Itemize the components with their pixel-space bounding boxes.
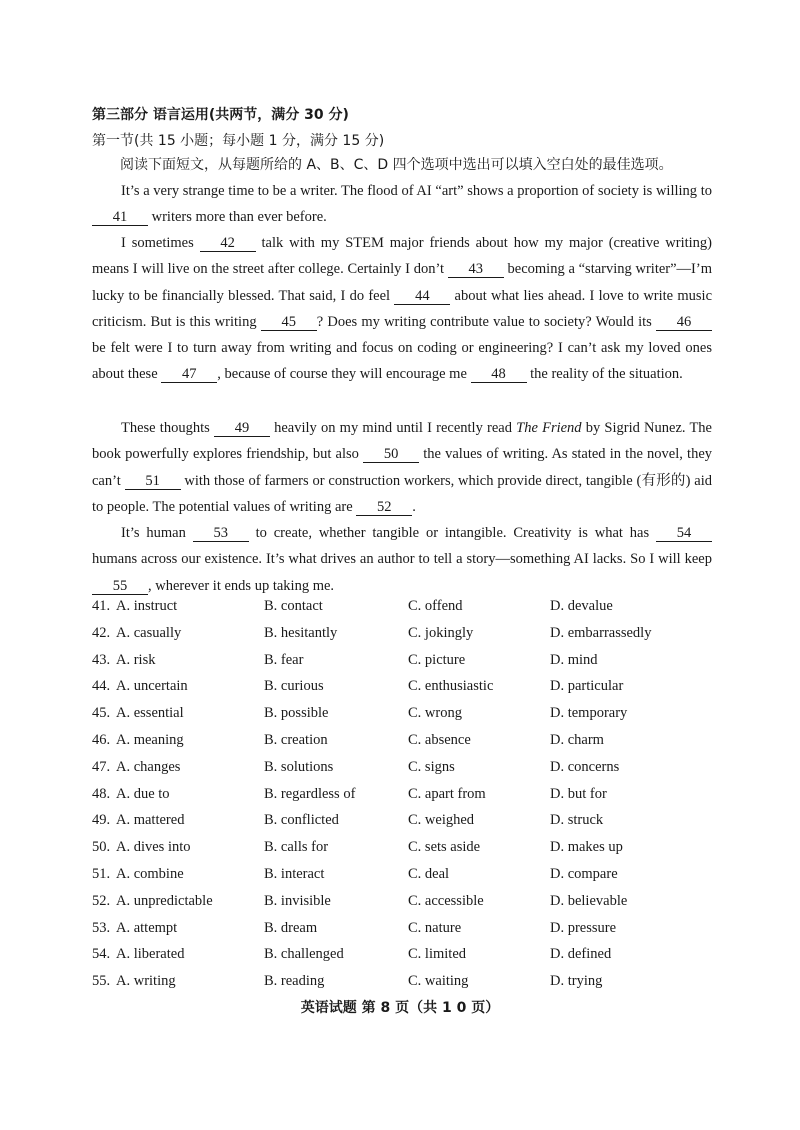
option-a: A. due to [116,785,170,802]
passage-text: heavily on my mind until I recently read [269,420,517,436]
option-b: B. challenged [264,946,344,963]
option-a: A. casually [116,624,182,641]
option-d: D. but for [550,785,607,802]
passage-text: the reality of the situation. [526,366,683,383]
option-d: D. charm [550,731,604,748]
passage-text: the values of writing. As stated in the novel, they can’t [92,446,713,489]
option-a: A. mattered [116,812,185,829]
section-subtitle: 第一节(共 15 小题；每小题 1 分，满分 15 分) [92,133,385,149]
question-number: 50. [92,839,111,856]
option-c: C. jokingly [408,624,474,641]
option-b: B. curious [264,678,324,695]
option-row-48 [92,786,732,813]
passage-text: It’s a very strange time to be a writer. The flood of AI “art” shows a proportion of society is willing to [121,183,712,199]
passage-text: , wherever it ends up taking me. [148,577,335,594]
option-b: B. calls for [264,839,329,856]
question-number: 44. [92,678,111,695]
question-number: 46. [92,731,111,748]
question-number: 52. [92,892,111,909]
option-row-49 [92,812,732,839]
option-b: B. interact [264,865,325,882]
question-number: 53. [92,919,111,936]
blank-42: 42 [200,235,256,252]
option-row-45 [92,705,732,732]
blank-44: 44 [394,288,450,305]
option-d: D. makes up [550,839,623,856]
option-b: B. dream [264,919,318,936]
blank-50: 50 [363,446,419,463]
option-c: C. waiting [408,973,469,990]
blank-46: 46 [656,314,712,331]
option-b: B. invisible [264,892,331,909]
option-c: C. weighed [408,812,475,829]
option-row-54 [92,946,732,973]
passage-text: talk with my STEM major friends about how my major (creative writing) means I will live on the street after college. Certainly I don’t [92,235,712,278]
option-a: A. uncertain [116,678,188,695]
passage-text: becoming a “starving writer”—I’m lucky to be financially blessed. That said, I do feel [92,261,712,304]
question-number: 45. [92,705,111,722]
option-row-50 [92,839,732,866]
question-number: 47. [92,758,111,775]
passage-text: humans across our existence. It’s what drives an author to tell a story—something AI lacks. So I will keep [92,551,712,568]
blank-51: 51 [125,473,181,490]
option-c: C. deal [408,865,450,882]
option-row-46 [92,732,732,759]
option-b: B. conflicted [264,812,339,829]
option-a: A. writing [116,973,176,990]
option-c: C. absence [408,731,471,748]
passage-paragraph-4 [92,520,712,599]
blank-54: 54 [656,525,712,542]
option-d: D. concerns [550,758,620,775]
option-c: C. picture [408,651,466,668]
option-d: D. defined [550,946,612,963]
option-a: A. dives into [116,839,191,856]
blank-48: 48 [471,366,527,383]
question-number: 49. [92,812,111,829]
option-row-41 [92,598,732,625]
option-d: D. believable [550,892,628,909]
option-d: D. temporary [550,705,628,722]
passage-text: to create, whether tangible or intangible. Creativity is what has [248,525,656,541]
option-b: B. reading [264,973,325,990]
option-d: D. pressure [550,919,617,936]
option-b: B. solutions [264,758,334,775]
option-row-44 [92,678,732,705]
page-footer: 英语试题 第 8 页（共 1 0 页） [300,1000,500,1016]
passage-text: These thoughts [121,420,214,436]
option-a: A. risk [116,651,156,668]
blank-45: 45 [261,314,317,331]
option-c: C. wrong [408,705,462,722]
option-b: B. regardless of [264,785,356,802]
option-c: C. enthusiastic [408,678,494,695]
option-row-51 [92,866,732,893]
option-d: D. mind [550,651,598,668]
option-a: A. attempt [116,919,178,936]
question-number: 43. [92,651,111,668]
passage-paragraph-2 [92,230,712,388]
option-row-52 [92,893,732,920]
passage-text: by Sigrid Nunez. The book powerfully explores friendship, but also [92,420,712,463]
option-d: D. compare [550,865,618,882]
option-c: C. signs [408,758,455,775]
option-row-47 [92,759,732,786]
option-a: A. essential [116,705,184,722]
option-c: C. apart from [408,785,486,802]
passage-text: It’s human [121,525,193,541]
option-a: A. instruct [116,598,178,614]
option-b: B. hesitantly [264,624,338,641]
blank-41: 41 [92,209,148,226]
question-number: 48. [92,785,111,802]
blank-52: 52 [356,499,412,516]
question-number: 55. [92,973,111,990]
option-row-43 [92,652,732,679]
option-d: D. particular [550,678,624,695]
option-c: C. sets aside [408,839,481,856]
option-row-53 [92,920,732,947]
option-b: B. fear [264,651,304,668]
passage-text: be felt were I to turn away from writing and focus on coding or engineering? I can’t ask my loved ones about these [92,340,712,383]
option-d: D. embarrassedly [550,624,652,641]
option-b: B. possible [264,705,329,722]
blank-55: 55 [92,578,148,595]
options-list [92,598,732,1000]
passage-paragraph-1 [92,178,712,231]
section-title: 第三部分 语言运用(共两节，满分 30 分) [92,107,349,123]
book-title: The Friend [516,420,582,436]
blank-49: 49 [214,420,270,437]
passage-text: writers more than ever before. [148,209,327,226]
option-b: B. creation [264,731,328,748]
option-a: A. changes [116,758,181,775]
option-a: A. combine [116,865,184,882]
passage-paragraph-3 [92,415,712,520]
question-number: 51. [92,865,111,882]
option-d: D. trying [550,973,603,990]
option-row-55 [92,973,732,1000]
blank-43: 43 [448,261,504,278]
option-row-42 [92,625,732,652]
option-a: A. meaning [116,731,184,748]
passage-text: I sometimes [121,235,200,251]
instruction-text: 阅读下面短文，从每题所给的 A、B、C、D 四个选项中选出可以填入空白处的最佳选项。 [120,157,673,173]
option-a: A. unpredictable [116,892,213,909]
passage-text: ? Does my writing contribute value to society? Would its [316,313,656,330]
option-b: B. contact [264,598,323,614]
passage-text: . [412,498,416,515]
question-number: 41. [92,598,111,614]
option-d: D. devalue [550,598,613,614]
passage-text: , because of course they will encourage me [217,366,471,383]
option-d: D. struck [550,812,604,829]
option-c: C. nature [408,919,462,936]
blank-53: 53 [193,525,249,542]
option-a: A. liberated [116,946,185,963]
passage-text: with those of farmers or construction workers, which provide direct, tangible (有形的) aid to people. The potential values of writing are [92,472,713,515]
blank-47: 47 [161,366,217,383]
question-number: 42. [92,624,111,641]
option-c: C. limited [408,946,466,963]
option-c: C. accessible [408,892,484,909]
question-number: 54. [92,946,111,963]
passage-text: about what lies ahead. I love to write music criticism. But is this writing [92,287,713,330]
option-c: C. offend [408,598,463,614]
